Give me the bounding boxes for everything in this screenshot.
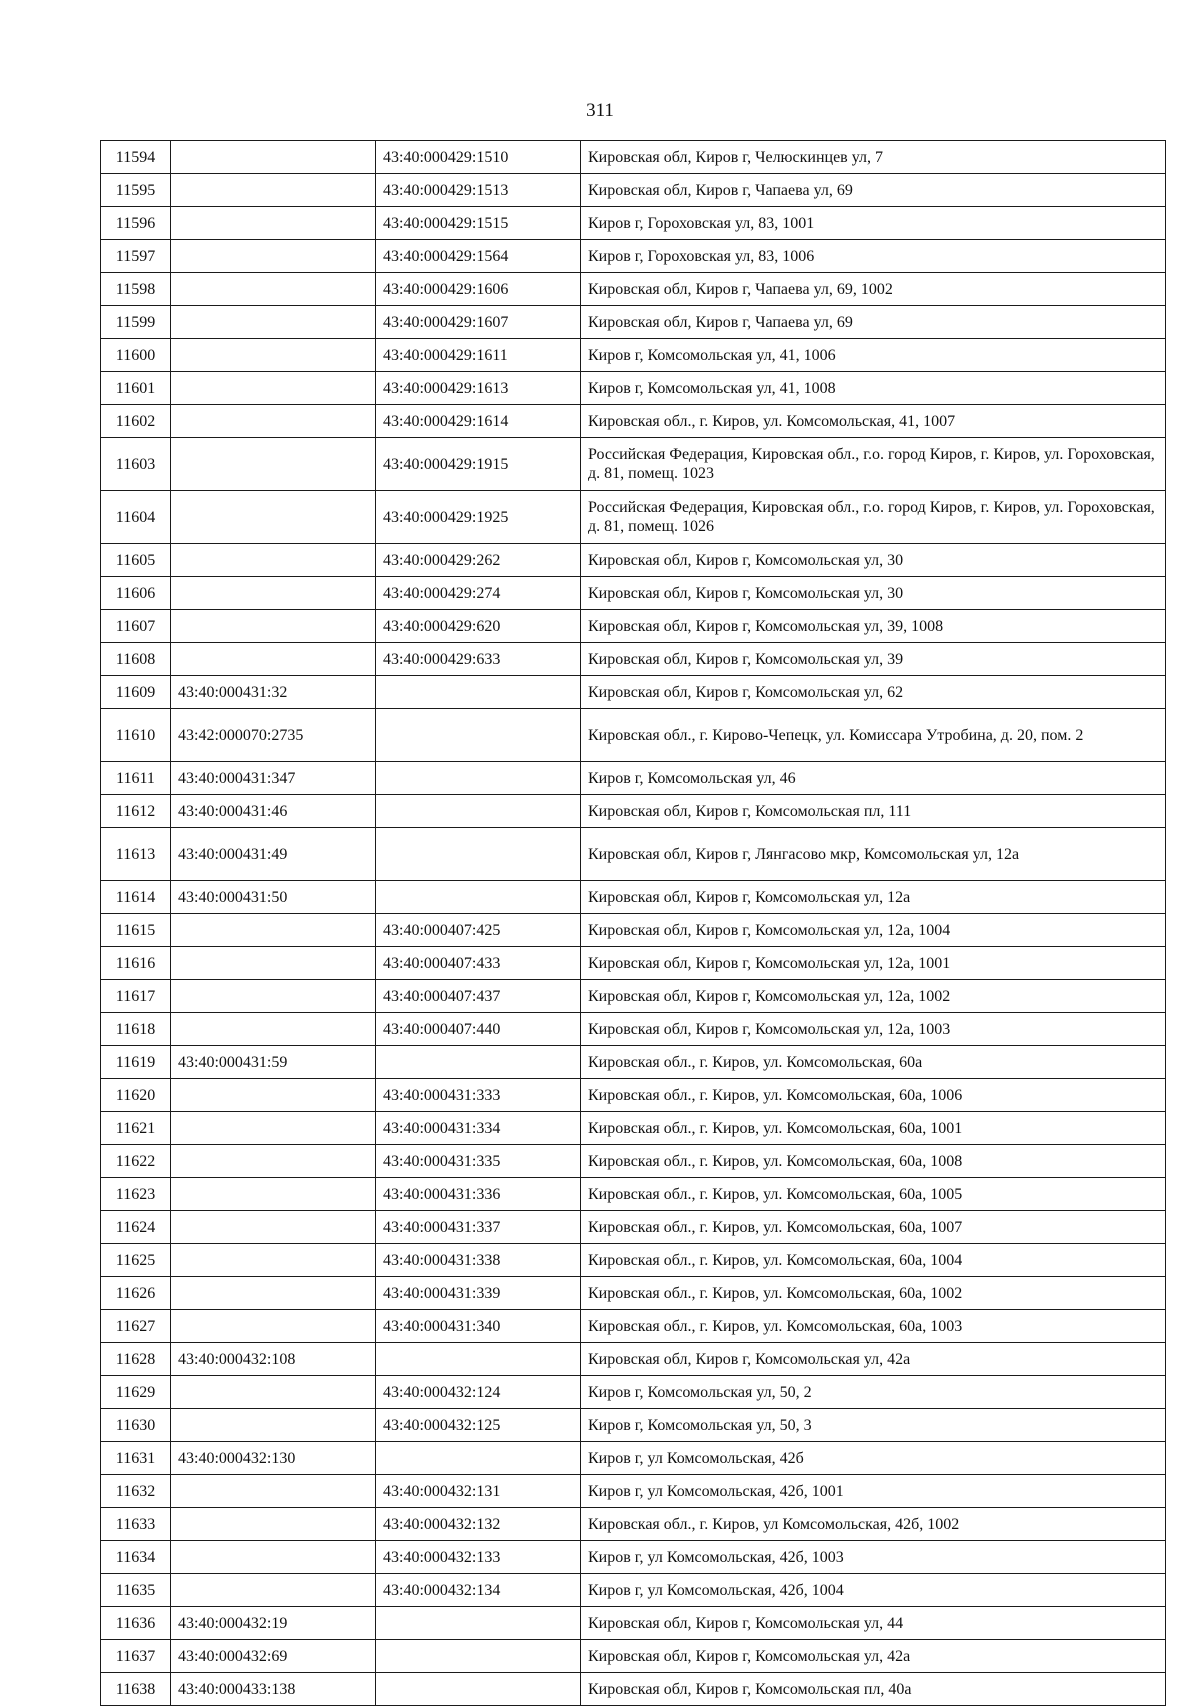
land-cadastral-number-cell (171, 1376, 376, 1409)
row-number-cell: 11598 (101, 273, 171, 306)
row-number-cell: 11611 (101, 762, 171, 795)
table-row (101, 610, 1166, 643)
table-row (101, 1574, 1166, 1607)
row-number-cell: 11617 (101, 980, 171, 1013)
address-cell: Киров г, Комсомольская ул, 46 (581, 762, 1166, 795)
address-cell: Кировская обл, Киров г, Чапаева ул, 69 (581, 306, 1166, 339)
address-cell: Кировская обл, Киров г, Комсомольская ул, 12а, 1004 (581, 914, 1166, 947)
address-cell: Кировская обл., г. Киров, ул. Комсомольская, 60а (581, 1046, 1166, 1079)
table-row (101, 676, 1166, 709)
row-number-cell: 11633 (101, 1508, 171, 1541)
address-cell: Российская Федерация, Кировская обл., г.о. город Киров, г. Киров, ул. Гороховская, д. 81, помещ. 1026 (581, 491, 1166, 544)
land-cadastral-number-cell: 43:40:000431:50 (171, 881, 376, 914)
object-cadastral-number-cell: 43:40:000432:133 (376, 1541, 581, 1574)
object-cadastral-number-cell: 43:40:000432:131 (376, 1475, 581, 1508)
table-row (101, 273, 1166, 306)
object-cadastral-number-cell: 43:40:000429:1606 (376, 273, 581, 306)
address-cell: Кировская обл, Киров г, Чапаева ул, 69, 1002 (581, 273, 1166, 306)
table-row (101, 1442, 1166, 1475)
object-cadastral-number-cell (376, 1046, 581, 1079)
address-cell: Кировская обл, Киров г, Комсомольская ул, 44 (581, 1607, 1166, 1640)
object-cadastral-number-cell: 43:40:000407:437 (376, 980, 581, 1013)
land-cadastral-number-cell (171, 1145, 376, 1178)
address-cell: Киров г, ул Комсомольская, 42б, 1003 (581, 1541, 1166, 1574)
row-number-cell: 11624 (101, 1211, 171, 1244)
table-row (101, 1607, 1166, 1640)
land-cadastral-number-cell (171, 544, 376, 577)
object-cadastral-number-cell: 43:40:000429:1513 (376, 174, 581, 207)
address-cell: Киров г, Гороховская ул, 83, 1006 (581, 240, 1166, 273)
land-cadastral-number-cell: 43:40:000432:108 (171, 1343, 376, 1376)
table-row (101, 1277, 1166, 1310)
row-number-cell: 11605 (101, 544, 171, 577)
row-number-cell: 11594 (101, 141, 171, 174)
table-row (101, 1244, 1166, 1277)
land-cadastral-number-cell (171, 141, 376, 174)
land-cadastral-number-cell: 43:40:000431:32 (171, 676, 376, 709)
table-row (101, 643, 1166, 676)
address-cell: Кировская обл., г. Киров, ул. Комсомольская, 60а, 1007 (581, 1211, 1166, 1244)
row-number-cell: 11612 (101, 795, 171, 828)
address-cell: Киров г, ул Комсомольская, 42б, 1004 (581, 1574, 1166, 1607)
object-cadastral-number-cell (376, 1607, 581, 1640)
object-cadastral-number-cell: 43:40:000429:633 (376, 643, 581, 676)
table-row (101, 1310, 1166, 1343)
table-row (101, 577, 1166, 610)
table-row (101, 762, 1166, 795)
table-row (101, 1508, 1166, 1541)
table-row (101, 1211, 1166, 1244)
object-cadastral-number-cell: 43:40:000432:132 (376, 1508, 581, 1541)
table-row (101, 372, 1166, 405)
row-number-cell: 11603 (101, 438, 171, 491)
register-body (101, 141, 1166, 1706)
row-number-cell: 11595 (101, 174, 171, 207)
land-cadastral-number-cell: 43:42:000070:2735 (171, 709, 376, 762)
table-row (101, 709, 1166, 762)
table-row (101, 306, 1166, 339)
table-row (101, 947, 1166, 980)
row-number-cell: 11627 (101, 1310, 171, 1343)
land-cadastral-number-cell: 43:40:000431:347 (171, 762, 376, 795)
table-row (101, 1673, 1166, 1706)
object-cadastral-number-cell: 43:40:000431:337 (376, 1211, 581, 1244)
land-cadastral-number-cell (171, 914, 376, 947)
row-number-cell: 11634 (101, 1541, 171, 1574)
row-number-cell: 11620 (101, 1079, 171, 1112)
address-cell: Кировская обл., г. Киров, ул. Комсомольская, 60а, 1008 (581, 1145, 1166, 1178)
address-cell: Кировская обл, Киров г, Комсомольская ул, 39, 1008 (581, 610, 1166, 643)
object-cadastral-number-cell (376, 709, 581, 762)
row-number-cell: 11614 (101, 881, 171, 914)
table-row (101, 207, 1166, 240)
address-cell: Кировская обл., г. Киров, ул. Комсомольская, 60а, 1001 (581, 1112, 1166, 1145)
row-number-cell: 11625 (101, 1244, 171, 1277)
row-number-cell: 11631 (101, 1442, 171, 1475)
row-number-cell: 11619 (101, 1046, 171, 1079)
row-number-cell: 11636 (101, 1607, 171, 1640)
address-cell: Кировская обл., г. Киров, ул. Комсомольская, 41, 1007 (581, 405, 1166, 438)
table-row (101, 1178, 1166, 1211)
address-cell: Кировская обл, Киров г, Комсомольская ул, 30 (581, 544, 1166, 577)
table-row (101, 1541, 1166, 1574)
table-row (101, 1409, 1166, 1442)
land-cadastral-number-cell (171, 1244, 376, 1277)
object-cadastral-number-cell: 43:40:000432:124 (376, 1376, 581, 1409)
row-number-cell: 11635 (101, 1574, 171, 1607)
row-number-cell: 11616 (101, 947, 171, 980)
address-cell: Киров г, ул Комсомольская, 42б, 1001 (581, 1475, 1166, 1508)
row-number-cell: 11629 (101, 1376, 171, 1409)
land-cadastral-number-cell (171, 1475, 376, 1508)
object-cadastral-number-cell (376, 1442, 581, 1475)
object-cadastral-number-cell: 43:40:000407:433 (376, 947, 581, 980)
address-cell: Кировская обл, Киров г, Комсомольская пл, 111 (581, 795, 1166, 828)
object-cadastral-number-cell: 43:40:000432:125 (376, 1409, 581, 1442)
land-cadastral-number-cell (171, 1409, 376, 1442)
object-cadastral-number-cell: 43:40:000429:1611 (376, 339, 581, 372)
object-cadastral-number-cell: 43:40:000431:334 (376, 1112, 581, 1145)
object-cadastral-number-cell (376, 1673, 581, 1706)
table-row (101, 1079, 1166, 1112)
table-row (101, 795, 1166, 828)
table-row (101, 174, 1166, 207)
object-cadastral-number-cell (376, 1640, 581, 1673)
page-number: 311 (586, 100, 614, 121)
table-row (101, 914, 1166, 947)
table-row (101, 405, 1166, 438)
row-number-cell: 11601 (101, 372, 171, 405)
land-cadastral-number-cell: 43:40:000432:69 (171, 1640, 376, 1673)
row-number-cell: 11610 (101, 709, 171, 762)
object-cadastral-number-cell: 43:40:000429:1510 (376, 141, 581, 174)
land-cadastral-number-cell: 43:40:000431:49 (171, 828, 376, 881)
land-cadastral-number-cell (171, 1508, 376, 1541)
row-number-cell: 11596 (101, 207, 171, 240)
land-cadastral-number-cell (171, 1310, 376, 1343)
land-cadastral-number-cell (171, 980, 376, 1013)
object-cadastral-number-cell: 43:40:000429:1515 (376, 207, 581, 240)
land-cadastral-number-cell (171, 207, 376, 240)
object-cadastral-number-cell: 43:40:000429:620 (376, 610, 581, 643)
address-cell: Кировская обл., г. Киров, ул. Комсомольская, 60а, 1003 (581, 1310, 1166, 1343)
land-cadastral-number-cell: 43:40:000433:138 (171, 1673, 376, 1706)
row-number-cell: 11608 (101, 643, 171, 676)
land-cadastral-number-cell (171, 577, 376, 610)
object-cadastral-number-cell: 43:40:000431:333 (376, 1079, 581, 1112)
land-cadastral-number-cell (171, 1013, 376, 1046)
land-cadastral-number-cell (171, 339, 376, 372)
object-cadastral-number-cell (376, 676, 581, 709)
land-cadastral-number-cell (171, 174, 376, 207)
address-cell: Кировская обл, Киров г, Комсомольская ул, 12а (581, 881, 1166, 914)
object-cadastral-number-cell (376, 762, 581, 795)
table-row (101, 1145, 1166, 1178)
table-row (101, 491, 1166, 544)
object-cadastral-number-cell: 43:40:000431:338 (376, 1244, 581, 1277)
row-number-cell: 11630 (101, 1409, 171, 1442)
object-cadastral-number-cell: 43:40:000431:340 (376, 1310, 581, 1343)
address-cell: Киров г, Комсомольская ул, 50, 2 (581, 1376, 1166, 1409)
address-cell: Кировская обл, Киров г, Комсомольская ул, 42а (581, 1343, 1166, 1376)
object-cadastral-number-cell: 43:40:000432:134 (376, 1574, 581, 1607)
row-number-cell: 11632 (101, 1475, 171, 1508)
land-cadastral-number-cell: 43:40:000432:130 (171, 1442, 376, 1475)
table-row (101, 1046, 1166, 1079)
address-cell: Кировская обл., г. Киров, ул. Комсомольская, 60а, 1002 (581, 1277, 1166, 1310)
table-row (101, 240, 1166, 273)
object-cadastral-number-cell: 43:40:000429:1614 (376, 405, 581, 438)
object-cadastral-number-cell: 43:40:000429:1915 (376, 438, 581, 491)
land-cadastral-number-cell (171, 1079, 376, 1112)
land-cadastral-number-cell (171, 372, 376, 405)
row-number-cell: 11615 (101, 914, 171, 947)
land-cadastral-number-cell (171, 643, 376, 676)
row-number-cell: 11597 (101, 240, 171, 273)
address-cell: Кировская обл, Киров г, Комсомольская ул, 30 (581, 577, 1166, 610)
address-cell: Кировская обл, Киров г, Челюскинцев ул, 7 (581, 141, 1166, 174)
land-cadastral-number-cell: 43:40:000431:46 (171, 795, 376, 828)
address-cell: Российская Федерация, Кировская обл., г.о. город Киров, г. Киров, ул. Гороховская, д. 81, помещ. 1023 (581, 438, 1166, 491)
address-cell: Киров г, ул Комсомольская, 42б (581, 1442, 1166, 1475)
row-number-cell: 11604 (101, 491, 171, 544)
table-row (101, 1640, 1166, 1673)
land-cadastral-number-cell (171, 1211, 376, 1244)
row-number-cell: 11622 (101, 1145, 171, 1178)
land-cadastral-number-cell (171, 1541, 376, 1574)
land-cadastral-number-cell (171, 1178, 376, 1211)
row-number-cell: 11606 (101, 577, 171, 610)
object-cadastral-number-cell: 43:40:000429:1607 (376, 306, 581, 339)
land-cadastral-number-cell (171, 947, 376, 980)
row-number-cell: 11602 (101, 405, 171, 438)
table-row (101, 1112, 1166, 1145)
object-cadastral-number-cell: 43:40:000407:440 (376, 1013, 581, 1046)
address-cell: Кировская обл, Киров г, Комсомольская ул, 62 (581, 676, 1166, 709)
row-number-cell: 11621 (101, 1112, 171, 1145)
table-row (101, 1376, 1166, 1409)
land-cadastral-number-cell (171, 491, 376, 544)
row-number-cell: 11609 (101, 676, 171, 709)
address-cell: Киров г, Комсомольская ул, 41, 1006 (581, 339, 1166, 372)
address-cell: Кировская обл., г. Кирово-Чепецк, ул. Комиссара Утробина, д. 20, пом. 2 (581, 709, 1166, 762)
row-number-cell: 11613 (101, 828, 171, 881)
table-row (101, 544, 1166, 577)
table-row (101, 1475, 1166, 1508)
row-number-cell: 11599 (101, 306, 171, 339)
land-cadastral-number-cell (171, 610, 376, 643)
object-cadastral-number-cell: 43:40:000431:339 (376, 1277, 581, 1310)
object-cadastral-number-cell: 43:40:000429:1925 (376, 491, 581, 544)
address-cell: Кировская обл, Киров г, Комсомольская ул, 12а, 1002 (581, 980, 1166, 1013)
table-row (101, 1343, 1166, 1376)
table-row (101, 141, 1166, 174)
table-row (101, 881, 1166, 914)
object-cadastral-number-cell: 43:40:000431:335 (376, 1145, 581, 1178)
row-number-cell: 11638 (101, 1673, 171, 1706)
land-cadastral-number-cell (171, 405, 376, 438)
address-cell: Кировская обл, Киров г, Комсомольская ул, 39 (581, 643, 1166, 676)
address-cell: Киров г, Комсомольская ул, 41, 1008 (581, 372, 1166, 405)
table-row (101, 1013, 1166, 1046)
address-cell: Кировская обл, Киров г, Чапаева ул, 69 (581, 174, 1166, 207)
object-cadastral-number-cell: 43:40:000429:274 (376, 577, 581, 610)
object-cadastral-number-cell: 43:40:000429:262 (376, 544, 581, 577)
land-cadastral-number-cell: 43:40:000431:59 (171, 1046, 376, 1079)
land-cadastral-number-cell (171, 1112, 376, 1145)
object-cadastral-number-cell (376, 795, 581, 828)
address-cell: Кировская обл., г. Киров, ул. Комсомольская, 60а, 1004 (581, 1244, 1166, 1277)
row-number-cell: 11637 (101, 1640, 171, 1673)
address-cell: Кировская обл., г. Киров, ул. Комсомольская, 60а, 1005 (581, 1178, 1166, 1211)
row-number-cell: 11600 (101, 339, 171, 372)
land-cadastral-number-cell (171, 438, 376, 491)
object-cadastral-number-cell: 43:40:000429:1613 (376, 372, 581, 405)
address-cell: Кировская обл, Киров г, Комсомольская пл, 40а (581, 1673, 1166, 1706)
table-row (101, 828, 1166, 881)
table-row (101, 438, 1166, 491)
object-cadastral-number-cell: 43:40:000431:336 (376, 1178, 581, 1211)
land-cadastral-number-cell (171, 240, 376, 273)
table-row (101, 339, 1166, 372)
register-table (100, 140, 1166, 1706)
row-number-cell: 11623 (101, 1178, 171, 1211)
land-cadastral-number-cell (171, 1277, 376, 1310)
object-cadastral-number-cell (376, 1343, 581, 1376)
object-cadastral-number-cell: 43:40:000407:425 (376, 914, 581, 947)
land-cadastral-number-cell: 43:40:000432:19 (171, 1607, 376, 1640)
row-number-cell: 11607 (101, 610, 171, 643)
object-cadastral-number-cell (376, 828, 581, 881)
address-cell: Кировская обл, Киров г, Комсомольская ул, 12а, 1001 (581, 947, 1166, 980)
object-cadastral-number-cell: 43:40:000429:1564 (376, 240, 581, 273)
land-cadastral-number-cell (171, 1574, 376, 1607)
row-number-cell: 11618 (101, 1013, 171, 1046)
land-cadastral-number-cell (171, 273, 376, 306)
land-cadastral-number-cell (171, 306, 376, 339)
address-cell: Кировская обл, Киров г, Комсомольская ул, 42а (581, 1640, 1166, 1673)
address-cell: Киров г, Комсомольская ул, 50, 3 (581, 1409, 1166, 1442)
address-cell: Кировская обл, Киров г, Комсомольская ул, 12а, 1003 (581, 1013, 1166, 1046)
address-cell: Кировская обл, Киров г, Лянгасово мкр, Комсомольская ул, 12а (581, 828, 1166, 881)
address-cell: Киров г, Гороховская ул, 83, 1001 (581, 207, 1166, 240)
address-cell: Кировская обл., г. Киров, ул. Комсомольская, 60а, 1006 (581, 1079, 1166, 1112)
address-cell: Кировская обл., г. Киров, ул Комсомольская, 42б, 1002 (581, 1508, 1166, 1541)
object-cadastral-number-cell (376, 881, 581, 914)
row-number-cell: 11626 (101, 1277, 171, 1310)
table-row (101, 980, 1166, 1013)
row-number-cell: 11628 (101, 1343, 171, 1376)
